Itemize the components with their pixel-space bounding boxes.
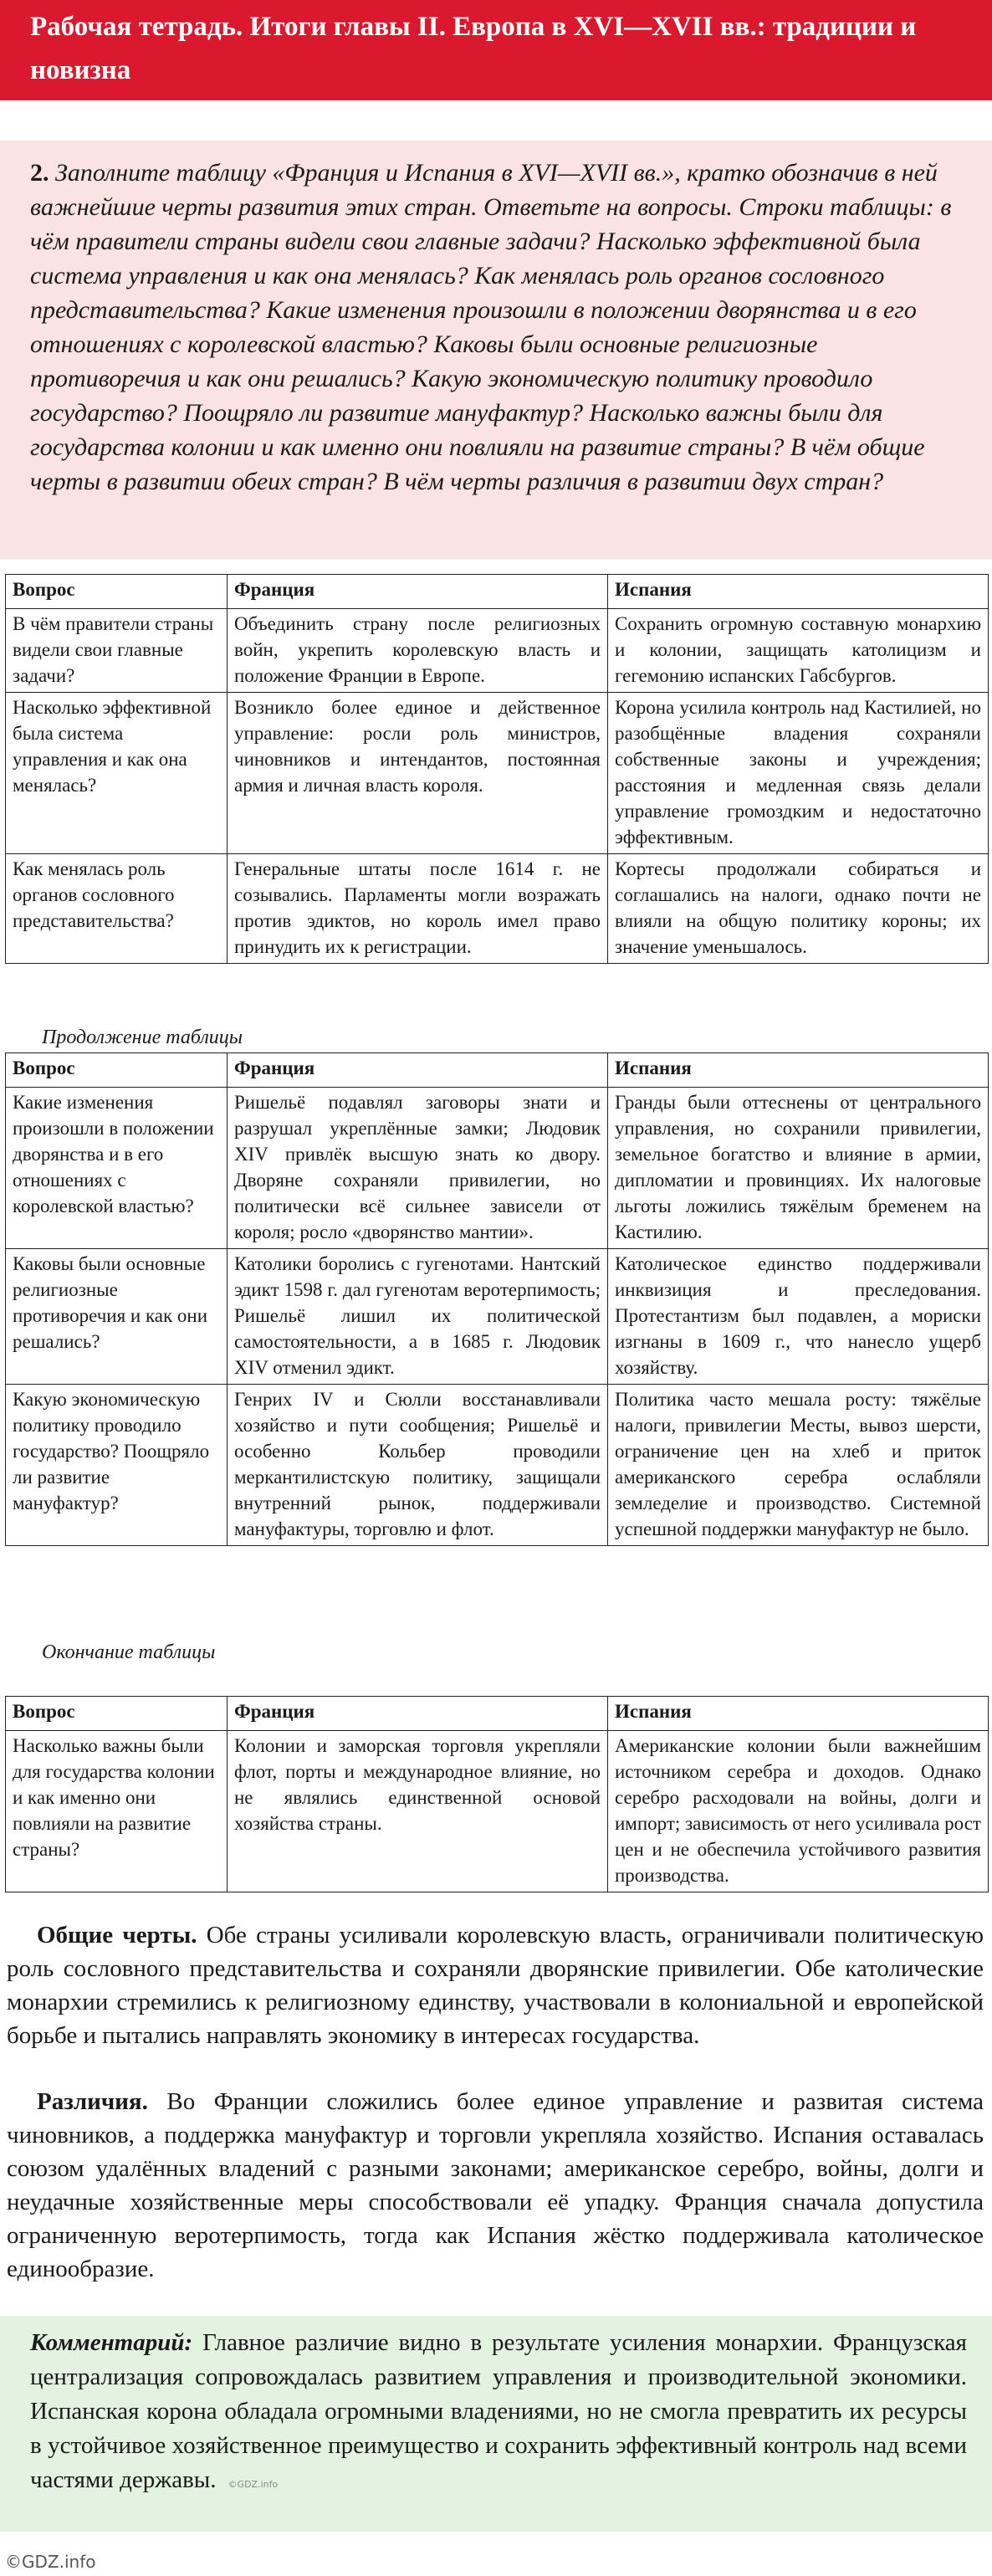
france-cell: Генеральные штаты после 1614 г. не созывались. Парламенты могли возражать против эдиктов, но король имел право принудить их к регистрации.: [228, 854, 608, 964]
france-cell: Объединить страну после религиозных войн, укрепить королевскую власть и положение Франции в Европе.: [228, 609, 608, 693]
question-cell: Какие изменения произошли в положении дворянства и в его отношениях с королевской властью?: [6, 1088, 228, 1249]
table-part-1: [5, 574, 988, 964]
column-header: Вопрос: [6, 1053, 228, 1088]
end-label: Окончание таблицы: [42, 1641, 216, 1663]
spain-cell: Американские колонии были важнейшим источником серебра и доходов. Однако серебро расходовали на войны, долги и импорт; зависимость от него усиливала рост цен и не обеспечила устойчивого развития производства.: [608, 1731, 989, 1892]
table-row: [6, 854, 989, 964]
column-header: Вопрос: [6, 575, 228, 609]
table-row: [6, 1249, 989, 1385]
question-cell: Насколько эффективной была система управления и как она менялась?: [6, 693, 228, 854]
page-header: [0, 0, 992, 100]
task-block: [0, 141, 992, 559]
france-cell: Возникло более единое и действенное управление: росли роль министров, чиновников и интендантов, постоянная армия и личная власть короля.: [228, 693, 608, 854]
comment-text: Главное различие видно в результате усиления монархии. Французская централизация сопровождалась развитием управления и производительной экономики. Испанская корона обладала огромными владениями, но не смогла превратить их ресурсы в устойчивое хозяйственное преимущество и сохранить эффективный контроль над всеми частями державы.: [30, 2329, 968, 2493]
differences-text: Во Франции сложились более единое управление и развитая система чиновников, а поддержка мануфактур и торговли укрепляла хозяйство. Испания оставалась союзом удалённых владений с разными законами; американское серебро, войны, долги и неудачные хозяйственные меры способствовали её упадку. Франция сначала допустила ограниченную веротерпимость, тогда как Испания жёстко поддерживала католическое единообразие.: [7, 2088, 984, 2282]
table-row: [6, 1385, 989, 1546]
column-header: Испания: [608, 1697, 989, 1731]
spain-cell: Корона усилила контроль над Кастилией, но разобщённые владения сохраняли собственные законы и учреждения; расстояния и медленная связь делали управление громоздким и недостаточно эффективным.: [608, 693, 989, 854]
continuation-label: Продолжение таблицы: [42, 1027, 243, 1048]
comparison-table-continued: [5, 1052, 989, 1546]
column-header: Вопрос: [6, 1697, 228, 1731]
france-cell: Ришельё подавлял заговоры знати и разрушал укреплённые замки; Людовик XIV привлёк высшую знать ко двору. Дворяне сохраняли привилегии, но политически всё сильнее зависели от короля; росло «дворянство мантии».: [228, 1088, 608, 1249]
spain-cell: Гранды были оттеснены от центрального управления, но сохранили привилегии, земельное богатство и влияние в армии, дипломатии и провинциях. Их налоговые льготы ложились тяжёлым бременем на Кастилию.: [608, 1088, 989, 1249]
question-cell: Каковы были основные религиозные противоречия и как они решались?: [6, 1249, 228, 1385]
table-header-row: [6, 575, 989, 609]
task-number: 2.: [30, 159, 49, 187]
table-part-3: [5, 1696, 988, 1892]
question-cell: Какую экономическую политику проводило государство? Поощряло ли развитие мануфактур?: [6, 1385, 228, 1546]
comparison-table-end: [5, 1696, 989, 1892]
column-header: Испания: [608, 575, 989, 609]
differences-lead: Различия.: [37, 2088, 148, 2115]
common-features-text: Обе страны усиливали королевскую власть, ограничивали политическую роль сословного представительства и сохраняли дворянские привилегии. Обе католические монархии стремились к религиозному единству, участвовали в колониальной и европейской борьбе и пытались направлять экономику в интересах государства.: [7, 1922, 984, 2049]
common-features-paragraph: [0, 1918, 992, 2052]
column-header: Испания: [608, 1053, 989, 1088]
column-header: Франция: [228, 575, 608, 609]
footer-watermark: ©GDZ.info: [5, 2552, 96, 2572]
question-cell: В чём правители страны видели свои главные задачи?: [6, 609, 228, 693]
table-row: [6, 1731, 989, 1892]
table-row: [6, 693, 989, 854]
table-header-row: [6, 1053, 989, 1088]
spain-cell: Сохранить огромную составную монархию и колонии, защищать католицизм и гегемонию испанских Габсбургов.: [608, 609, 989, 693]
france-cell: Католики боролись с гугенотами. Нантский эдикт 1598 г. дал гугенотам веротерпимость; Ришельё лишил их политической самостоятельности, а в 1685 г. Людовик XIV отменил эдикт.: [228, 1249, 608, 1385]
spain-cell: Кортесы продолжали собираться и соглашались на налоги, однако почти не влияли на общую политику короны; их значение уменьшалось.: [608, 854, 989, 964]
table-row: [6, 609, 989, 693]
spain-cell: Католическое единство поддерживали инквизиция и преследования. Протестантизм был подавлен, а мориски изгнаны в 1609 г., что нанесло ущерб хозяйству.: [608, 1249, 989, 1385]
page-title: Рабочая тетрадь. Итоги главы II. Европа в XVI—XVII вв.: традиции и новизна: [30, 12, 917, 85]
question-cell: Как менялась роль органов сословного представительства?: [6, 854, 228, 964]
comparison-table: [5, 574, 989, 964]
column-header: Франция: [228, 1697, 608, 1731]
comment-lead: Комментарий:: [30, 2329, 193, 2356]
table-header-row: [6, 1697, 989, 1731]
common-features-lead: Общие черты.: [37, 1922, 197, 1949]
comment-watermark: ©GDZ.info: [228, 2479, 279, 2490]
france-cell: Генрих IV и Сюлли восстанавливали хозяйство и пути сообщения; Ришельё и особенно Кольбер проводили меркантилистскую политику, защищали внутренний рынок, поддерживали мануфактуры, торговлю и флот.: [228, 1385, 608, 1546]
differences-paragraph: [0, 2085, 992, 2286]
question-cell: Насколько важны были для государства колонии и как именно они повлияли на развитие страны?: [6, 1731, 228, 1892]
france-cell: Колонии и заморская торговля укрепляли флот, порты и международное влияние, но не являлись единственной основой хозяйства страны.: [228, 1731, 608, 1892]
table-row: [6, 1088, 989, 1249]
table-part-2: [5, 1052, 988, 1546]
comment-block: [0, 2316, 992, 2532]
task-text: Заполните таблицу «Франция и Испания в XVI—XVII вв.», кратко обозначив в ней важнейшие черты развития этих стран. Ответьте на вопросы. Строки таблицы: в чём правители страны видели свои главные задачи? Насколько эффективной была система управления и как она менялась? Как менялась роль органов сословного представительства? Какие изменения произошли в положении дворянства и в его отношениях с королевской властью? Каковы были основные религиозные противоречия и как они решались? Какую экономическую политику проводило государство? Поощряло ли развитие мануфактур? Насколько важны были для государства колонии и как именно они повлияли на развитие страны? В чём общие черты в развитии обеих стран? В чём черты различия в развитии двух стран?: [30, 159, 952, 495]
column-header: Франция: [228, 1053, 608, 1088]
spain-cell: Политика часто мешала росту: тяжёлые налоги, привилегии Месты, вывоз шерсти, ограничение цен на хлеб и приток американского серебра ослабляли земледелие и производство. Системной успешной поддержки мануфактур не было.: [608, 1385, 989, 1546]
